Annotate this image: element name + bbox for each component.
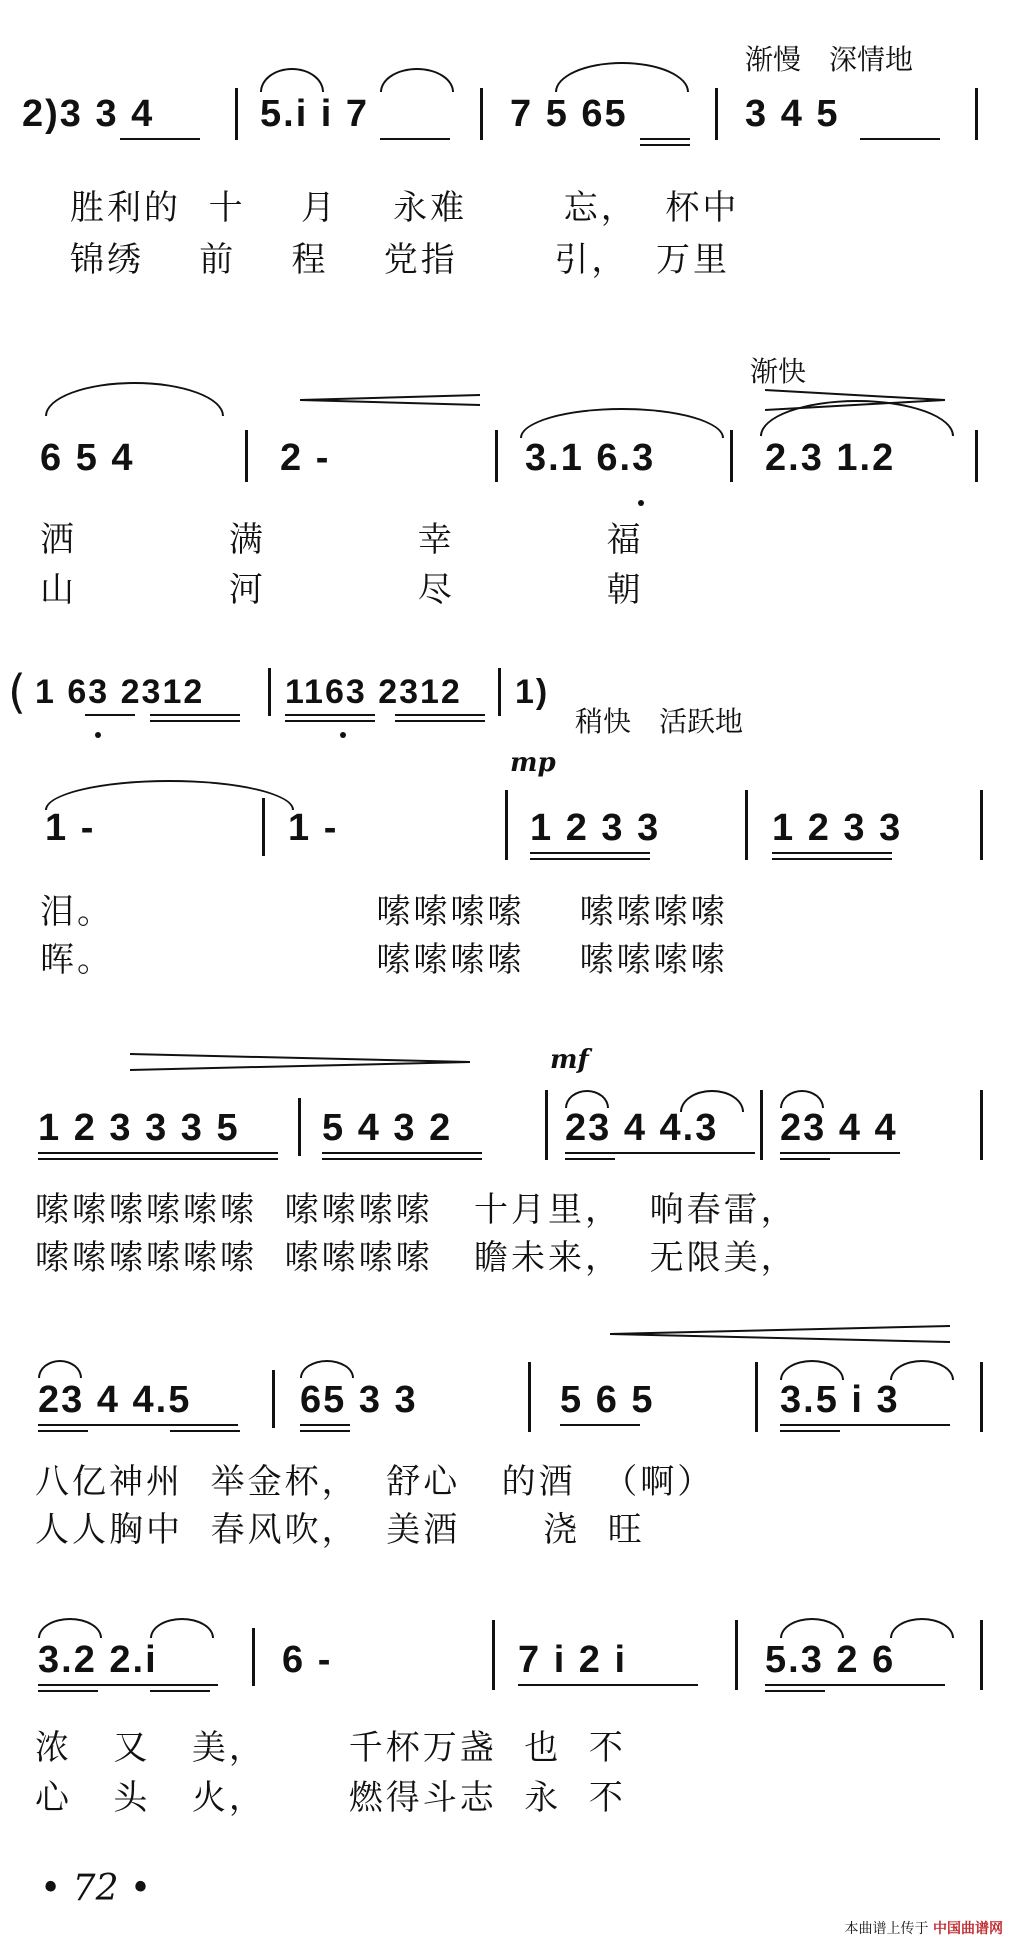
underline (38, 1430, 88, 1432)
measure-2-3: 3.1 6.3 (525, 437, 656, 479)
barline (760, 1090, 763, 1160)
underline (150, 720, 240, 722)
barline (980, 1362, 983, 1432)
slur (780, 1618, 844, 1638)
lyric-verse-2: 人人胸中 春风吹， 美酒 浇 旺 (35, 1510, 645, 1550)
underline (38, 1424, 238, 1426)
underline (518, 1684, 698, 1686)
barline (755, 1362, 758, 1432)
measure-2-2: 2 - (280, 437, 331, 479)
barline (528, 1362, 531, 1432)
barline (715, 88, 718, 140)
lyric-verse-1: 八亿神州 举金杯， 舒心 的酒 （啊） (35, 1462, 715, 1502)
slur (260, 68, 324, 92)
underline (780, 1424, 950, 1426)
barline (735, 1620, 738, 1690)
underline (780, 1430, 840, 1432)
slur (780, 1090, 824, 1108)
slur (150, 1618, 214, 1638)
slur (555, 62, 689, 92)
barline (492, 1620, 495, 1690)
underline (765, 1684, 945, 1686)
lyric-verse-2: 山 河 尽 朝 (40, 570, 644, 610)
underline (395, 720, 485, 722)
underline (780, 1158, 830, 1160)
decrescendo-hairpin (130, 1050, 470, 1074)
measure-1-2: 5.i i 7 (260, 93, 370, 135)
interlude-2: 1163 2312 (285, 673, 462, 711)
measure-5-3: 5 6 5 (560, 1379, 655, 1421)
lyric-verse-2: 心 头 火， 燃得斗志 永 不 (35, 1778, 626, 1818)
underline (565, 1158, 615, 1160)
underline (120, 138, 200, 140)
slur (45, 382, 224, 416)
measure-3-2: 1 - (288, 807, 339, 849)
barline (268, 668, 271, 716)
underline (565, 1152, 755, 1154)
lyric-verse-1: 嗦嗦嗦嗦嗦嗦 嗦嗦嗦嗦 十月里， 响春雷， (35, 1190, 798, 1230)
lyric-verse-2: 晖。 嗦嗦嗦嗦 嗦嗦嗦嗦 (40, 940, 728, 980)
interlude-paren: ( (8, 665, 26, 719)
underline (772, 858, 892, 860)
underline (85, 714, 135, 716)
underline (530, 852, 650, 854)
underline (38, 1690, 98, 1692)
page-number: • 72 • (40, 1868, 152, 1909)
source-watermark (845, 1918, 1003, 1938)
slur (890, 1618, 954, 1638)
barline (730, 430, 733, 482)
lyric-verse-2: 锦绣 前 程 党指 引， 万里 (70, 240, 730, 280)
barline (298, 1098, 301, 1156)
low-octave-dot (638, 500, 644, 506)
barline (975, 88, 978, 140)
measure-3-4: 1 2 3 3 (772, 807, 903, 849)
interlude-3: 1) (515, 673, 550, 711)
measure-4-3: 23 4 4.3 (565, 1107, 719, 1149)
barline (252, 1628, 255, 1686)
slur (780, 1360, 844, 1380)
underline (640, 138, 690, 140)
barline (545, 1090, 548, 1160)
lyric-verse-2: 嗦嗦嗦嗦嗦嗦 嗦嗦嗦嗦 瞻未来， 无限美， (35, 1238, 798, 1278)
underline (300, 1430, 350, 1432)
interlude-1: 1 63 2312 (35, 673, 205, 711)
barline (980, 1090, 983, 1160)
tempo-mark-lively: 稍快 活跃地 (575, 705, 744, 738)
tempo-mark-faster: 渐快 (750, 355, 807, 388)
slur (520, 408, 724, 438)
measure-6-4: 5.3 2 6 (765, 1639, 896, 1681)
barline (975, 430, 978, 482)
slur (38, 1360, 82, 1378)
slur (45, 780, 294, 810)
underline (38, 1152, 278, 1154)
underline (640, 144, 690, 146)
measure-4-1: 1 2 3 3 3 5 (38, 1107, 240, 1149)
dynamic-mp: mp (510, 748, 556, 778)
barline (235, 88, 238, 140)
measure-6-3: 7 i 2 i (518, 1639, 628, 1681)
footer-text: 本曲谱上传于 (844, 1921, 929, 1937)
dynamic-mf: mf (550, 1045, 589, 1075)
barline (262, 798, 265, 856)
footer-brand: 中国曲谱网 (933, 1921, 1003, 1937)
tempo-mark-slow: 渐慢 深情地 (745, 43, 914, 76)
measure-1-4: 3 4 5 (745, 93, 840, 135)
measure-1-1: 2)3 3 4 (22, 93, 155, 135)
measure-5-2: 65 3 3 (300, 1379, 418, 1421)
underline (150, 714, 240, 716)
barline (498, 668, 501, 716)
measure-2-4: 2.3 1.2 (765, 437, 896, 479)
barline (745, 790, 748, 860)
barline (980, 1620, 983, 1690)
underline (772, 852, 892, 854)
barline (505, 790, 508, 860)
measure-2-1: 6 5 4 (40, 437, 135, 479)
measure-5-4: 3.5 i 3 (780, 1379, 900, 1421)
underline (170, 1430, 240, 1432)
measure-6-1: 3.2 2.i (38, 1639, 158, 1681)
measure-4-2: 5 4 3 2 (322, 1107, 453, 1149)
underline (38, 1158, 278, 1160)
underline (560, 1424, 640, 1426)
lyric-verse-1: 胜利的 十 月 永难 忘， 杯中 (70, 188, 740, 228)
measure-6-2: 6 - (282, 1639, 333, 1681)
barline (495, 430, 498, 482)
crescendo-hairpin (610, 1322, 950, 1346)
measure-5-1: 23 4 4.5 (38, 1379, 192, 1421)
measure-1-3: 7 5 65 (510, 93, 628, 135)
underline (150, 1690, 210, 1692)
low-octave-dot (95, 732, 101, 738)
barline (480, 88, 483, 140)
barline (980, 790, 983, 860)
slur (890, 1360, 954, 1380)
lyric-verse-1: 浓 又 美， 千杯万盏 也 不 (35, 1728, 626, 1768)
underline (765, 1690, 825, 1692)
slur (565, 1090, 609, 1108)
underline (300, 1424, 350, 1426)
lyric-verse-1: 洒 满 幸 福 (40, 520, 644, 560)
underline (530, 858, 650, 860)
underline (285, 720, 375, 722)
low-octave-dot (340, 732, 346, 738)
lyric-verse-1: 泪。 嗦嗦嗦嗦 嗦嗦嗦嗦 (40, 892, 728, 932)
crescendo-hairpin (300, 385, 480, 415)
underline (322, 1158, 482, 1160)
measure-3-1: 1 - (45, 807, 96, 849)
barline (272, 1370, 275, 1428)
slur (38, 1618, 102, 1638)
underline (38, 1684, 218, 1686)
barline (245, 430, 248, 482)
slur (380, 68, 454, 92)
underline (395, 714, 485, 716)
measure-3-3: 1 2 3 3 (530, 807, 661, 849)
underline (380, 138, 450, 140)
slur (300, 1360, 354, 1378)
underline (780, 1152, 900, 1154)
underline (860, 138, 940, 140)
measure-4-4: 23 4 4 (780, 1107, 898, 1149)
underline (322, 1152, 482, 1154)
underline (285, 714, 375, 716)
